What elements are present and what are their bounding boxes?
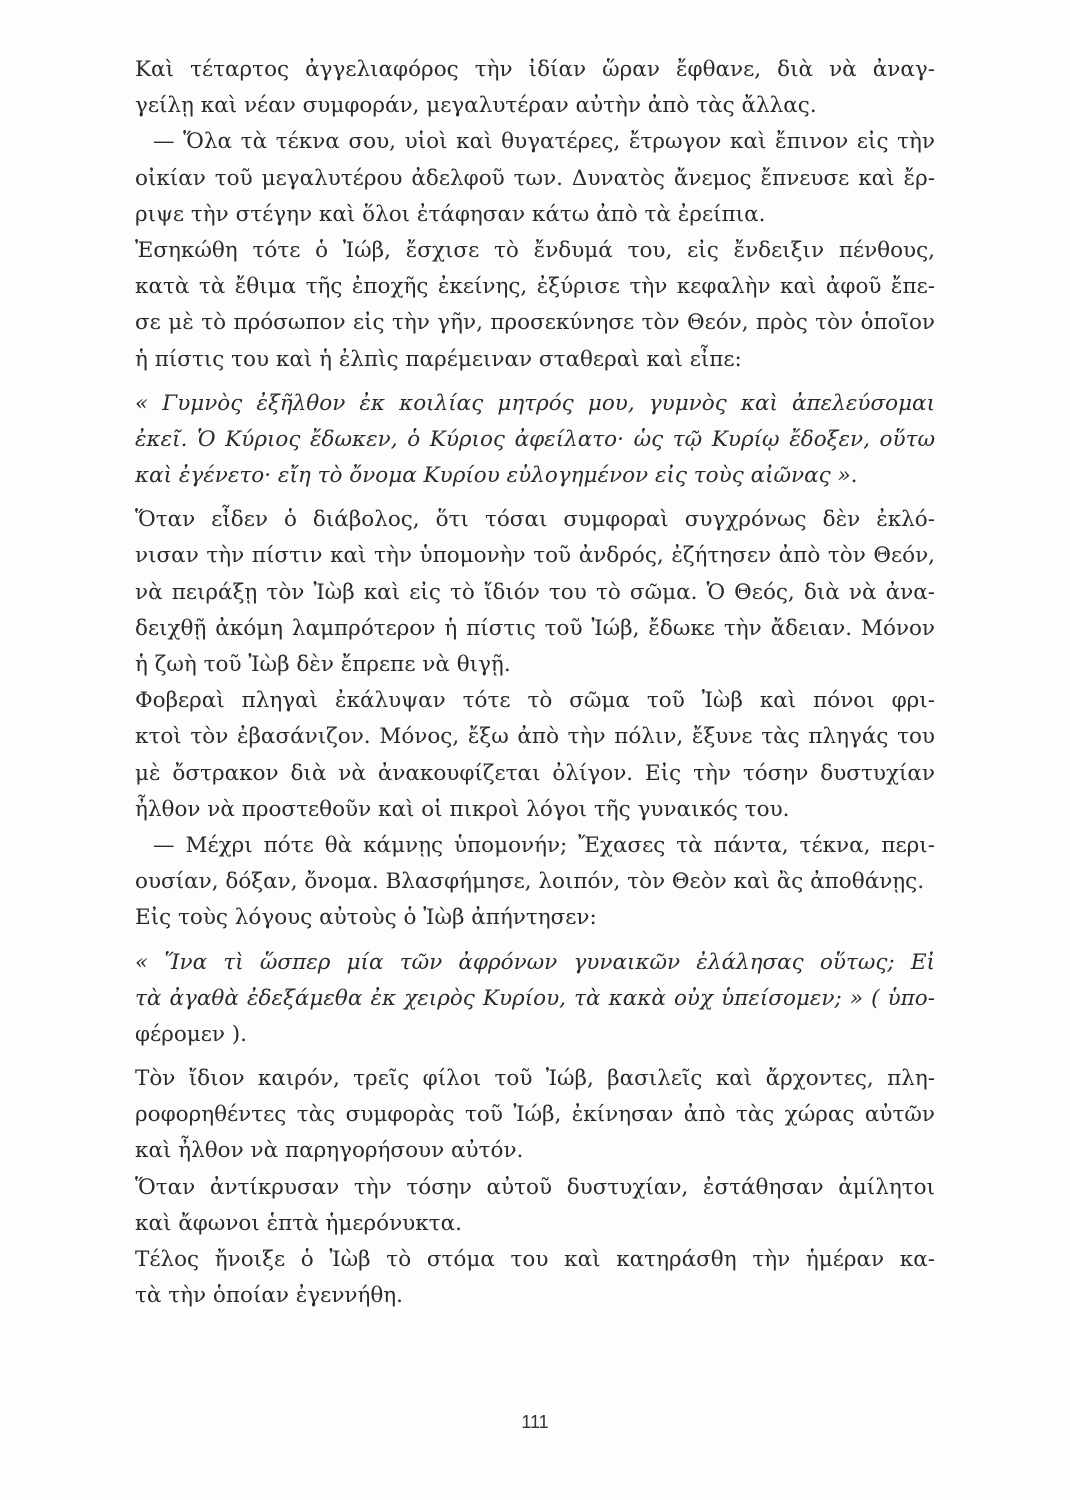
paragraph xyxy=(135,1242,935,1314)
text-line: κατὰ τὰ ἔθιμα τῆς ἐποχῆς ἐκείνης, ἐξύρισε τὴν κεφαλὴν καὶ ἀφοῦ ἔπε- xyxy=(135,274,935,300)
paragraph xyxy=(135,124,935,233)
text-line: Ὅταν ἀντίκρυσαν τὴν τόσην αὐτοῦ δυστυχίαν, ἐστάθησαν ἀμίλητοι xyxy=(135,1174,935,1200)
quote-line: φέρομεν ). xyxy=(135,1021,248,1047)
text-line: — Ὅλα τὰ τέκνα σου, υἱοὶ καὶ θυγατέρες, ἔτρωγον καὶ ἔπινον εἰς τὴν xyxy=(153,129,935,155)
text-line: Τὸν ἴδιον καιρόν, τρεῖς φίλοι τοῦ Ἰώβ, βασιλεῖς καὶ ἄρχοντες, πλη- xyxy=(135,1066,935,1092)
text-line: γείλῃ καὶ νέαν συμφοράν, μεγαλυτέραν αὐτὴν ἀπὸ τὰς ἄλλας. xyxy=(135,93,817,119)
text-line: οἰκίαν τοῦ μεγαλυτέρου ἀδελφοῦ των. Δυνατὸς ἄνεμος ἔπνευσε καὶ ἔρ- xyxy=(135,165,935,191)
text-line: καὶ ἄφωνοι ἑπτὰ ἡμερόνυκτα. xyxy=(135,1210,462,1236)
text-line: κτοὶ τὸν ἐβασάνιζον. Μόνος, ἔξω ἀπὸ τὴν πόλιν, ἔξυνε τὰς πληγάς του xyxy=(135,724,935,750)
text-line: ἦλθον νὰ προστεθοῦν καὶ οἱ πικροὶ λόγοι τῆς γυναικός του. xyxy=(135,796,790,822)
text-line: ριψε τὴν στέγην καὶ ὅλοι ἐτάφησαν κάτω ἀπὸ τὰ ἐρείπια. xyxy=(135,201,766,227)
paragraph xyxy=(135,233,935,378)
quotation xyxy=(135,386,935,495)
quote-line: « Γυμνὸς ἐξῆλθον ἐκ κοιλίας μητρός μου, γυμνὸς καὶ ἀπελεύσομαι xyxy=(135,390,935,416)
text-line: δειχθῇ ἀκόμη λαμπρότερον ἡ πίστις τοῦ Ἰώβ, ἔδωκε τὴν ἄδειαν. Μόνον xyxy=(135,615,935,641)
quote-line: τὰ ἀγαθὰ ἐδεξάμεθα ἐκ χειρὸς Κυρίου, τὰ κακὰ οὐχ ὑπείσομεν; » ( ὑπο- xyxy=(135,985,935,1011)
quote-line: ἐκεῖ. Ὁ Κύριος ἔδωκεν, ὁ Κύριος ἀφείλατο· ὡς τῷ Κυρίῳ ἔδοξεν, οὕτω xyxy=(135,426,935,452)
quote-line: καὶ ἐγένετο· εἴη τὸ ὄνομα Κυρίου εὐλογημένον εἰς τοὺς αἰῶνας ». xyxy=(135,463,858,489)
text-line: τὰ τὴν ὁποίαν ἐγεννήθη. xyxy=(135,1283,404,1309)
text-line: νισαν τὴν πίστιν καὶ τὴν ὑπομονὴν τοῦ ἀνδρός, ἐζήτησεν ἀπὸ τὸν Θεόν, xyxy=(135,543,935,569)
text-line: Καὶ τέταρτος ἀγγελιαφόρος τὴν ἰδίαν ὥραν ἔφθανε, διὰ νὰ ἀναγ- xyxy=(135,57,935,82)
text-line: — Μέχρι πότε θὰ κάμνῃς ὑπομονήν; Ἔχασες τὰ πάντα, τέκνα, περι- xyxy=(153,832,935,858)
quote-line: « Ἵνα τὶ ὥσπερ μία τῶν ἀφρόνων γυναικῶν ἐλάλησας οὕτως; Εἰ xyxy=(135,949,935,975)
text-line: ροφορηθέντες τὰς συμφορὰς τοῦ Ἰώβ, ἐκίνησαν ἀπὸ τὰς χώρας αὐτῶν xyxy=(135,1102,935,1128)
paragraph xyxy=(135,683,935,828)
text-line: Ἐσηκώθη τότε ὁ Ἰώβ, ἔσχισε τὸ ἔνδυμά του, εἰς ἔνδειξιν πένθους, xyxy=(135,237,935,263)
text-line: Ὅταν εἶδεν ὁ διάβολος, ὅτι τόσαι συμφοραὶ συγχρόνως δὲν ἐκλό- xyxy=(135,507,935,533)
text-line: Φοβεραὶ πληγαὶ ἐκάλυψαν τότε τὸ σῶμα τοῦ Ἰὼβ καὶ πόνοι φρι- xyxy=(135,688,935,714)
text-line: σε μὲ τὸ πρόσωπον εἰς τὴν γῆν, προσεκύνησε τὸν Θεόν, πρὸς τὸν ὁποῖον xyxy=(135,310,935,336)
text-line: Εἰς τοὺς λόγους αὐτοὺς ὁ Ἰὼβ ἀπήντησεν: xyxy=(135,905,597,931)
page-number: 111 xyxy=(521,1412,549,1432)
text-line: ἡ ζωὴ τοῦ Ἰὼβ δὲν ἔπρεπε νὰ θιγῇ. xyxy=(135,652,511,677)
paragraph xyxy=(135,900,935,936)
text-line: νὰ πειράξῃ τὸν Ἰὼβ καὶ εἰς τὸ ἴδιόν του τὸ σῶμα. Ὁ Θεός, διὰ νὰ ἀνα- xyxy=(135,579,935,605)
text-line: καὶ ἦλθον νὰ παρηγορήσουν αὐτόν. xyxy=(135,1138,524,1164)
paragraph xyxy=(135,52,935,124)
text-line: μὲ ὄστρακον διὰ νὰ ἀνακουφίζεται ὀλίγον. Εἰς τὴν τόσην δυστυχίαν xyxy=(135,760,935,786)
paragraph xyxy=(135,502,935,683)
paragraph xyxy=(135,1061,935,1170)
paragraph xyxy=(135,828,935,900)
quotation xyxy=(135,945,935,1054)
text-line: ουσίαν, δόξαν, ὄνομα. Βλασφήμησε, λοιπόν, τὸν Θεὸν καὶ ἂς ἀποθάνῃς. xyxy=(135,869,925,895)
text-line: ἡ πίστις του καὶ ἡ ἐλπὶς παρέμειναν σταθεραὶ καὶ εἶπε: xyxy=(135,346,742,372)
page-text xyxy=(135,52,935,1314)
text-line: Τέλος ἤνοιξε ὁ Ἰὼβ τὸ στόμα του καὶ κατηράσθη τὴν ἡμέραν κα- xyxy=(135,1247,935,1272)
paragraph xyxy=(135,1170,935,1242)
